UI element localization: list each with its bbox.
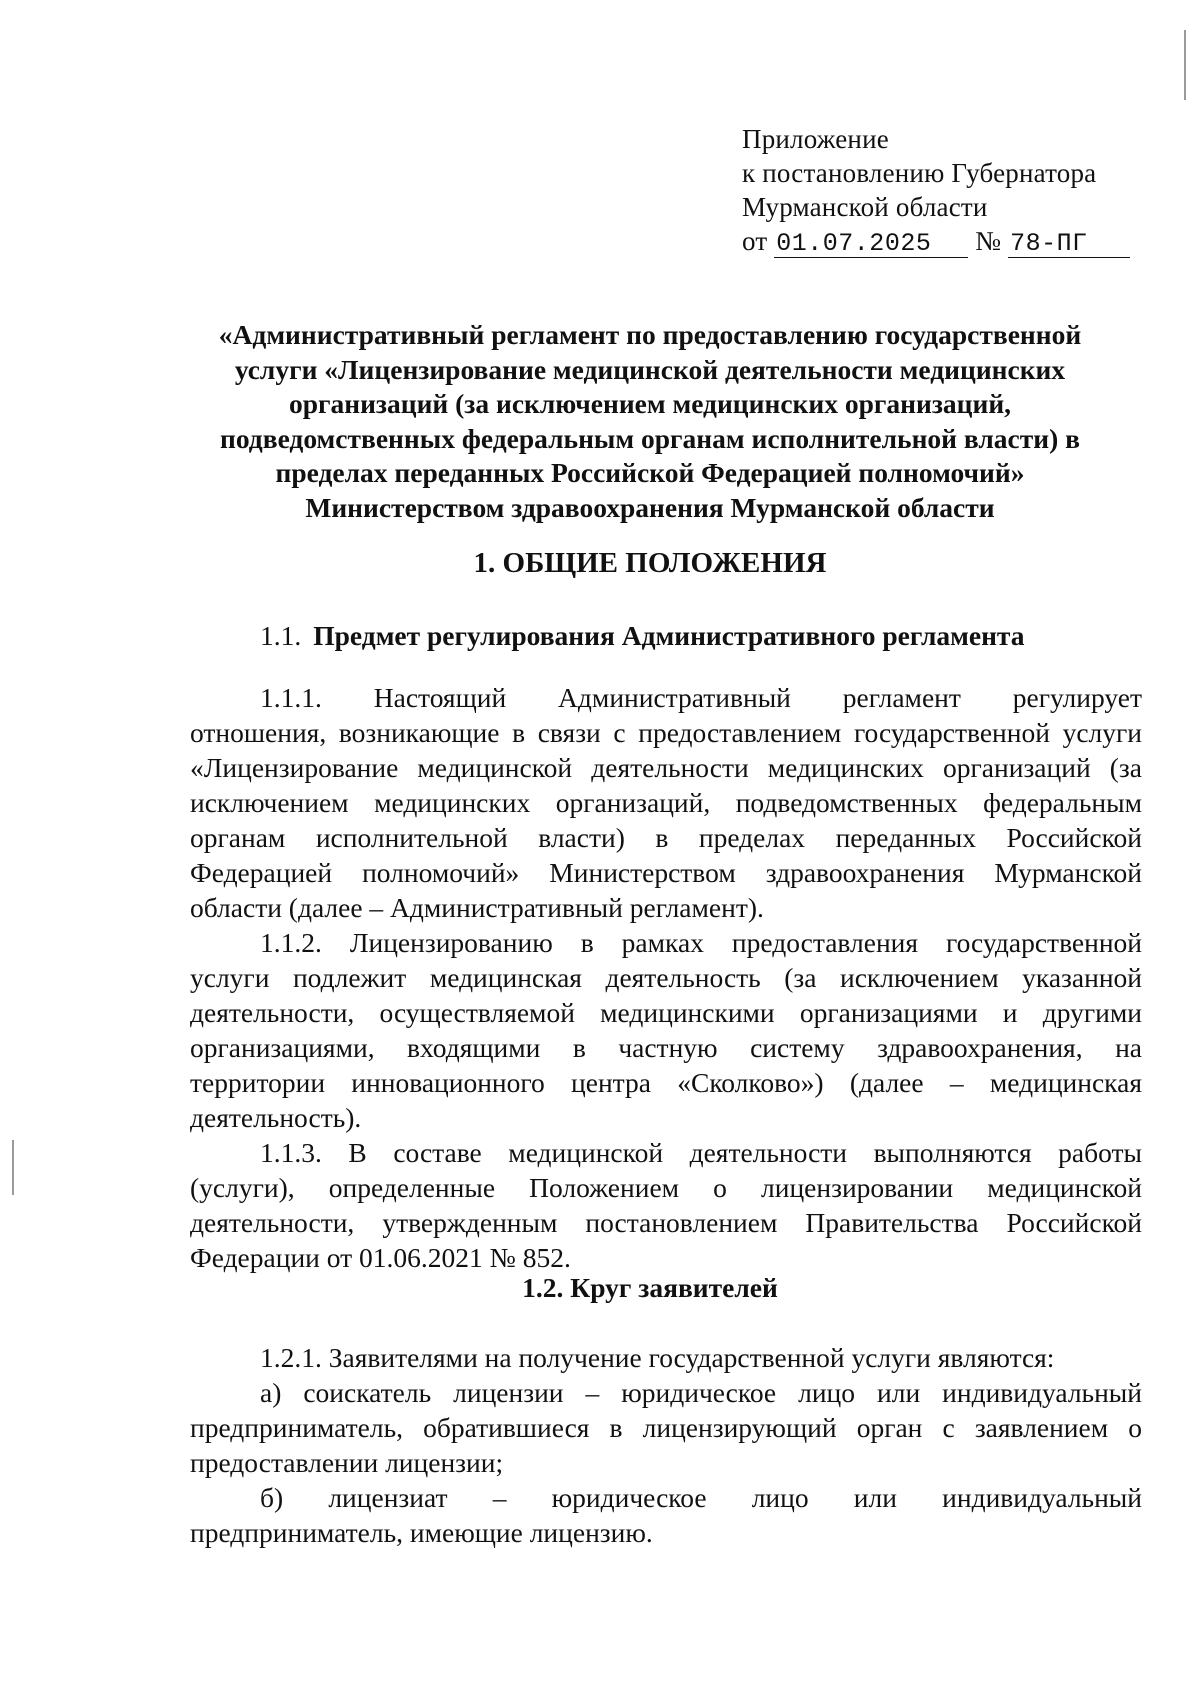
attachment-line-3: Мурманской области [742, 192, 988, 222]
title-line: услуги «Лицензирование медицинской деятельности медицинских [234, 353, 1066, 385]
section-1-1-body [190, 680, 1142, 1275]
paragraph-line: предоставлении лицензии; [190, 1447, 504, 1478]
paragraph-line: территории инновационного центра «Сколково») (далее – медицинская [190, 1067, 1142, 1098]
subsection-heading [260, 620, 1025, 652]
paragraph-line: 1.1.3. В составе медицинской деятельности выполняются работы [260, 1137, 1142, 1168]
number-prefix: № [975, 226, 1002, 256]
paragraph-line: Федерацией полномочий» Министерством здравоохранения Мурманской [190, 857, 1142, 888]
title-line: подведомственных федеральным органам исполнительной власти) в [220, 422, 1080, 454]
paragraph-line: (услуги), определенные Положением о лицензировании медицинской [190, 1172, 1142, 1203]
paragraph-line: деятельности, осуществляемой медицинскими организациями и другими [190, 997, 1142, 1028]
subsection-heading-applicants: 1.2. Круг заявителей [522, 1272, 778, 1303]
paragraph-line: деятельность). [190, 1102, 362, 1133]
document-number: 78-ПГ [1008, 231, 1130, 258]
paragraph-line: предприниматель, обратившиеся в лицензирующий орган с заявлением о [190, 1412, 1142, 1443]
paragraph-line: отношения, возникающие в связи с предоставлением государственной услуги [190, 717, 1142, 748]
paragraph-line: «Лицензирование медицинской деятельности медицинских организаций (за [190, 752, 1142, 783]
attachment-date-number [742, 224, 1130, 258]
scan-mark-top-right [1184, 30, 1186, 100]
subsection-number: 1.1. [260, 620, 302, 651]
attachment-line-2: к постановлению Губернатора [742, 158, 1097, 188]
document-title [180, 318, 1120, 525]
title-line: Министерством здравоохранения Мурманской области [305, 491, 995, 523]
paragraph-line: организациями, входящими в частную систему здравоохранения, на [190, 1032, 1142, 1063]
scan-mark-left [12, 1140, 14, 1195]
paragraph-line: 1.1.1. Настоящий Административный регламент регулирует [260, 682, 1142, 713]
paragraph-line: Федерации от 01.06.2021 № 852. [190, 1242, 571, 1273]
title-line: организаций (за исключением медицинских организаций, [288, 388, 1012, 419]
paragraph-line: предприниматель, имеющие лицензию. [190, 1517, 653, 1548]
paragraph-line: а) соискатель лицензии – юридическое лицо или индивидуальный [260, 1377, 1142, 1408]
paragraph-line: 1.2.1. Заявителями на получение государственной услуги являются: [260, 1342, 1055, 1373]
section-heading: 1. ОБЩИЕ ПОЛОЖЕНИЯ [473, 547, 827, 579]
attachment-block [742, 122, 1130, 258]
paragraph-line: области (далее – Административный регламент). [190, 892, 764, 923]
paragraph-line: услуги подлежит медицинская деятельность (за исключением указанной [190, 962, 1142, 993]
date-prefix: от [742, 226, 768, 256]
section-1-2-body [190, 1340, 1142, 1550]
paragraph-line: исключением медицинских организаций, подведомственных федеральным [190, 787, 1142, 818]
title-line: пределах переданных Российской Федерацией полномочий» [275, 457, 1025, 488]
paragraph-line: б) лицензиат – юридическое лицо или индивидуальный [260, 1482, 1142, 1513]
paragraph-line: органам исполнительной власти) в пределах переданных Российской [190, 822, 1142, 853]
paragraph-line: деятельности, утвержденным постановлением Правительства Российской [190, 1207, 1142, 1238]
attachment-line-1: Приложение [742, 124, 889, 154]
paragraph-line: 1.1.2. Лицензированию в рамках предоставления государственной [260, 927, 1142, 958]
subsection-title: Предмет регулирования Административного регламента [313, 620, 1025, 651]
document-date: 01.07.2025 [774, 231, 968, 258]
title-line: «Административный регламент по предоставлению государственной [218, 319, 1082, 350]
